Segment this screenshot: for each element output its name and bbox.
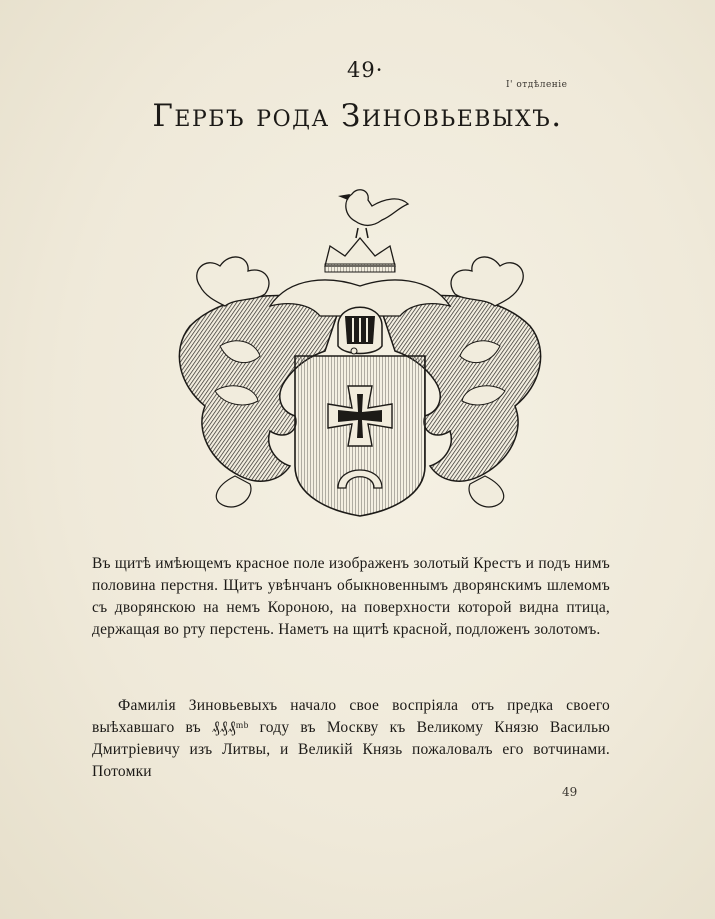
shield (295, 356, 425, 516)
crown (325, 238, 395, 272)
helmet (338, 307, 382, 354)
footer-page-number: 49 (562, 785, 578, 799)
section-label: I' отдѣленіе (506, 80, 568, 90)
crest-bird (338, 190, 408, 238)
coat-of-arms-illustration (160, 176, 560, 526)
page-number: 49· (347, 58, 384, 82)
page-title: Гербъ рода Зиновьевыхъ. (152, 98, 563, 134)
description-paragraph: Въ щитѣ имѣющемъ красное поле изображенъ золотый Крестъ и подъ нимъ половина перстня. Щитъ увѣнчанъ обыкновеннымъ дворянскимъ шлемомъ съ дворянскою на немъ Короною, на поверхности которой видна птица, держащая во рту перстень. Наметъ на щитѣ красной, подложенъ золотомъ. (92, 555, 610, 638)
history-paragraph: Фамилія Зиновьевыхъ начало свое воспріяла отъ предка своего выѣхавшаго въ ₰₰₰ᵐᵇ году въ Москву къ Великому Князю Василью Дмитріевичу изъ Литвы, и Великій Князь пожаловалъ его вотчинами. Потомки (92, 697, 610, 780)
